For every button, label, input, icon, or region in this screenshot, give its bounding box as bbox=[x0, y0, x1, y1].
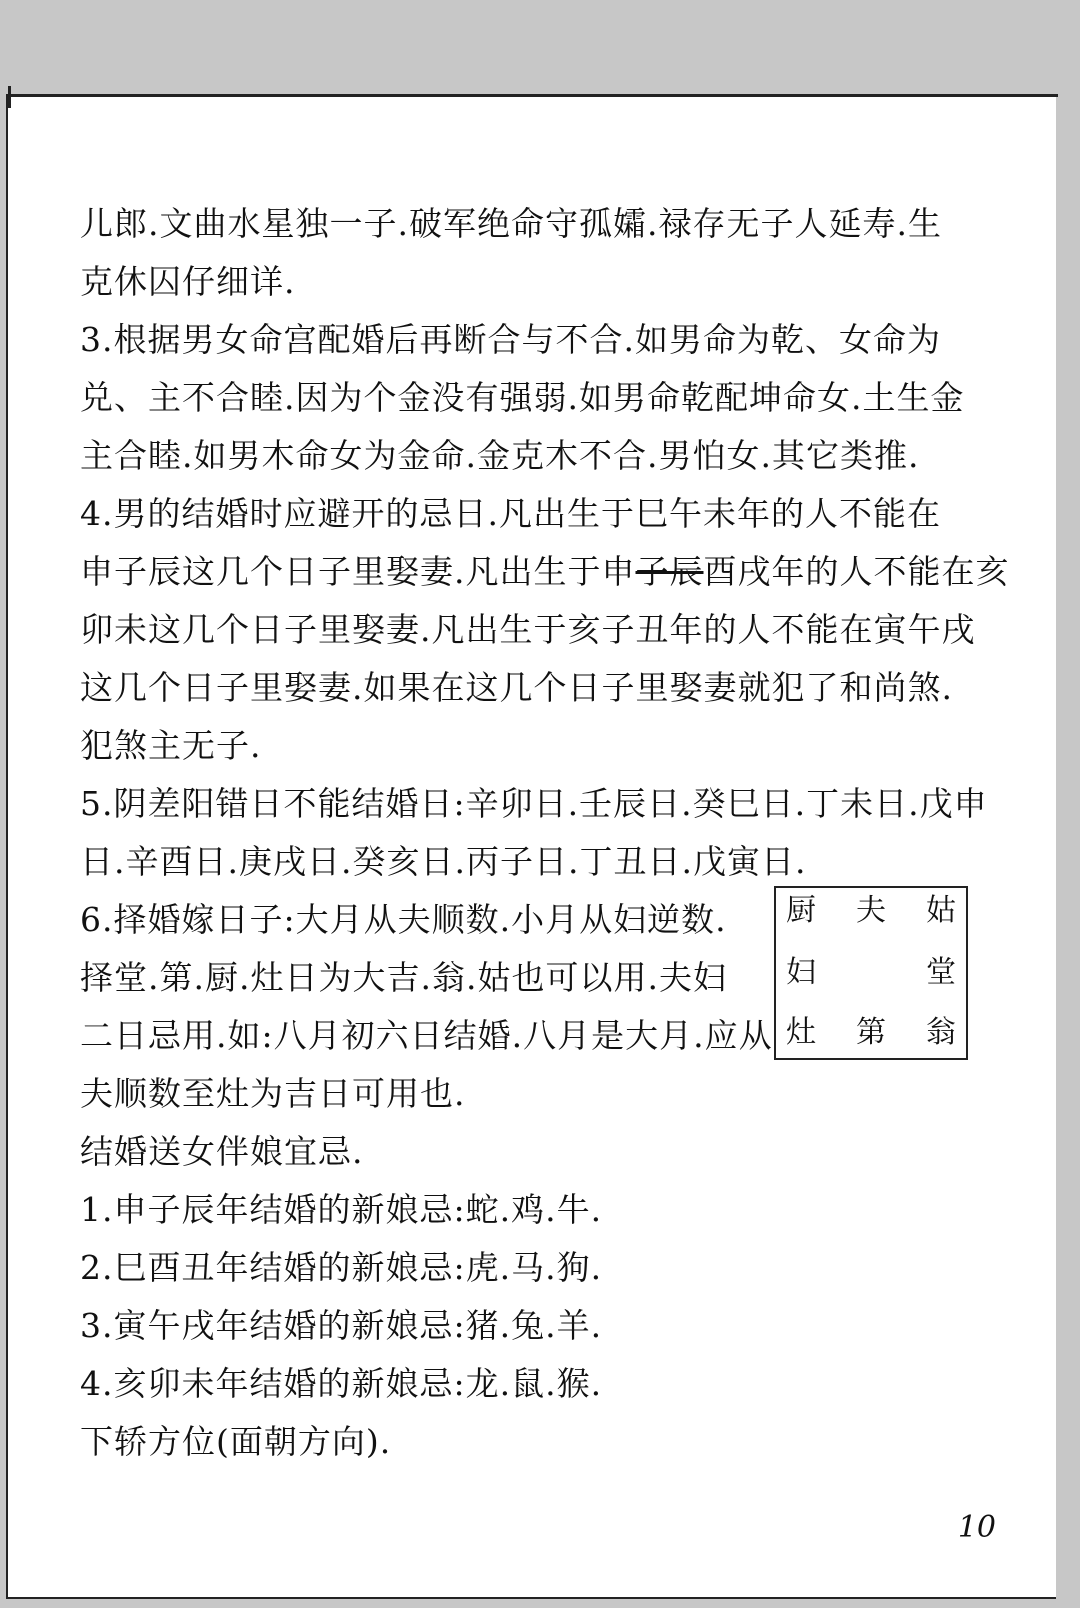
box-cell-fu-wife: 妇 bbox=[786, 955, 816, 990]
text-line-17: 结婚送女伴娘宜忌. bbox=[80, 1132, 364, 1171]
box-cell-chu: 厨 bbox=[786, 893, 816, 928]
text-line-10: 犯煞主无子. bbox=[80, 726, 262, 765]
document-page bbox=[6, 94, 1056, 1599]
text-line-13: 6.择婚嫁日子:大月从夫顺数.小月从妇逆数. bbox=[80, 900, 727, 939]
text-line-20: 3.寅午戌年结婚的新娘忌:猪.兔.羊. bbox=[80, 1306, 603, 1345]
box-cell-gu: 姑 bbox=[926, 893, 956, 928]
text-line-7-a: 申子辰这几个日子里娶妻.凡出生于申 bbox=[80, 552, 636, 591]
text-line-9: 这几个日子里娶妻.如果在这几个日子里娶妻就犯了和尚煞. bbox=[80, 668, 953, 707]
text-line-11: 5.阴差阳错日不能结婚日:辛卯日.壬辰日.癸巳日.丁未日.戊申 bbox=[80, 784, 988, 823]
text-line-15: 二日忌用.如:八月初六日结婚.八月是大月.应从 bbox=[80, 1016, 773, 1055]
box-cell-di: 第 bbox=[856, 1015, 886, 1050]
text-line-8: 卯未这几个日子里娶妻.凡出生于亥子丑年的人不能在寅午戌 bbox=[80, 610, 976, 649]
text-line-2: 克休囚仔细详. bbox=[80, 262, 296, 301]
text-line-14: 择堂.第.厨.灶日为大吉.翁.姑也可以用.夫妇 bbox=[80, 958, 727, 997]
text-line-3: 3.根据男女命宫配婚后再断合与不合.如男命为乾、女命为 bbox=[80, 320, 941, 359]
page-number: 10 bbox=[957, 1510, 996, 1545]
text-line-6: 4.男的结婚时应避开的忌日.凡出生于巳午未年的人不能在 bbox=[80, 494, 941, 533]
text-line-4: 兑、主不合睦.因为个金没有强弱.如男命乾配坤命女.土生金 bbox=[80, 378, 965, 417]
top-rule bbox=[8, 94, 1058, 97]
marriage-day-box bbox=[774, 886, 968, 1060]
text-line-7 bbox=[80, 552, 1010, 592]
text-line-7-b: 酉戌年的人不能在亥 bbox=[703, 552, 1010, 591]
text-line-21: 4.亥卯未年结婚的新娘忌:龙.鼠.猴. bbox=[80, 1364, 603, 1403]
text-line-5: 主合睦.如男木命女为金命.金克木不合.男怕女.其它类推. bbox=[80, 436, 920, 475]
text-line-22: 下轿方位(面朝方向). bbox=[80, 1422, 392, 1461]
box-cell-tang: 堂 bbox=[926, 955, 956, 990]
text-line-12: 日.辛酉日.庚戌日.癸亥日.丙子日.丁丑日.戊寅日. bbox=[80, 842, 807, 881]
box-cell-weng: 翁 bbox=[926, 1015, 956, 1050]
text-line-1: 儿郎.文曲水星独一子.破军绝命守孤孀.禄存无子人延寿.生 bbox=[80, 204, 942, 243]
corner-tick bbox=[8, 86, 11, 108]
text-line-18: 1.申子辰年结婚的新娘忌:蛇.鸡.牛. bbox=[80, 1190, 603, 1229]
text-line-19: 2.巳酉丑年结婚的新娘忌:虎.马.狗. bbox=[80, 1248, 603, 1287]
box-cell-zao: 灶 bbox=[786, 1015, 816, 1050]
struck-text: 子辰 bbox=[635, 552, 704, 591]
box-cell-fu-husband: 夫 bbox=[856, 893, 886, 928]
text-line-16: 夫顺数至灶为吉日可用也. bbox=[80, 1074, 466, 1113]
